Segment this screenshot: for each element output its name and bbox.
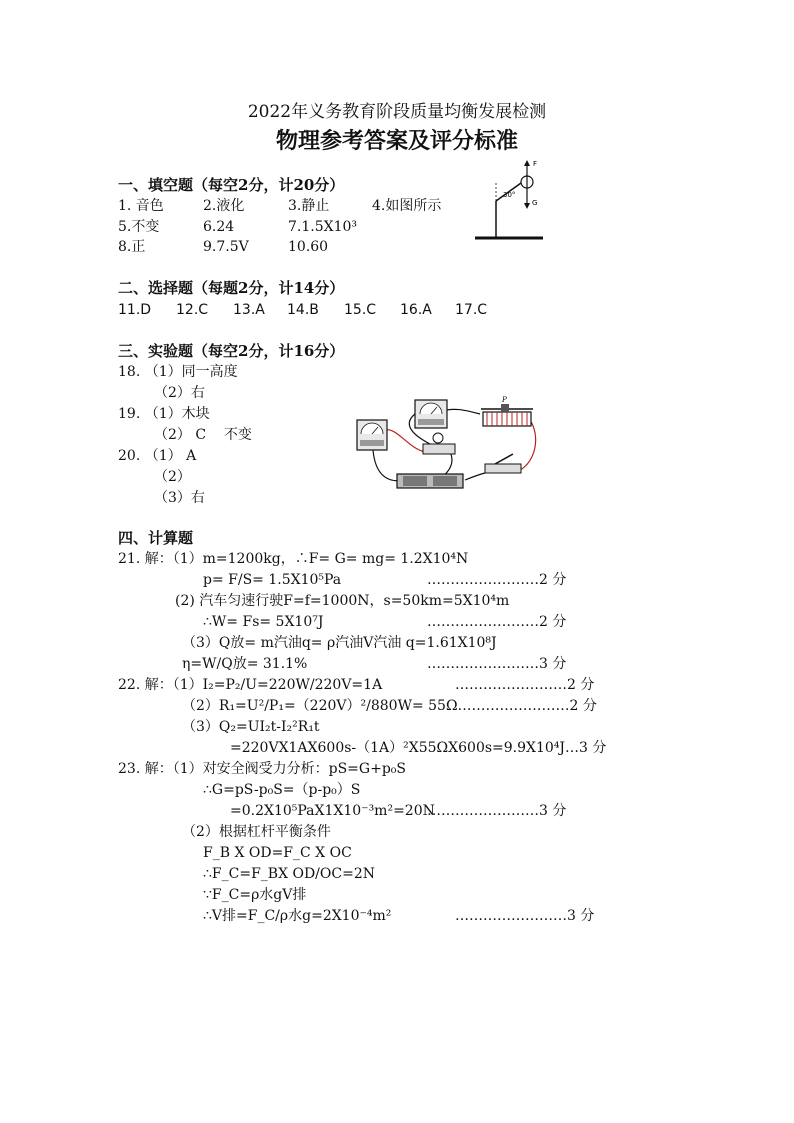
q21-score1: ……………………2 分 xyxy=(427,572,567,588)
answer-16: 16.A xyxy=(400,302,432,318)
section1-heading: 一、填空题（每空2分，计20分） xyxy=(118,176,345,194)
circuit-diagram xyxy=(345,392,540,494)
q23-line8: ∴V排=F_C/ρ水g=2X10⁻⁴m² xyxy=(203,908,392,924)
answer-18-2: （2）右 xyxy=(154,385,205,401)
q21-line4: ∴W= Fs= 5X10⁷J xyxy=(203,614,324,630)
q23-score1: ……………………3 分 xyxy=(427,803,567,819)
answer-15: 15.C xyxy=(344,302,377,318)
force-f-label: F xyxy=(533,160,538,168)
q23-line3: =0.2X10⁵PaX1X10⁻³m²=20N xyxy=(230,803,435,819)
wire xyxy=(520,420,536,470)
q23-line7: ∵F_C=ρ水gV排 xyxy=(203,887,307,903)
answer-20-2: （2） xyxy=(154,469,191,485)
answer-11: 11.D xyxy=(118,302,152,318)
answer-7: 7.1.5X10³ xyxy=(288,219,358,235)
ammeter xyxy=(415,400,447,428)
answer-4: 4.如图所示 xyxy=(372,198,442,214)
exam-title: 2022年义务教育阶段质量均衡发展检测 xyxy=(247,102,547,122)
answer-14: 14.B xyxy=(287,302,319,318)
answer-12: 12.C xyxy=(176,302,209,318)
force-g-arrowhead xyxy=(524,203,530,209)
answer-key-title: 物理参考答案及评分标准 xyxy=(275,128,518,154)
voltmeter xyxy=(357,420,387,450)
answer-9: 9.7.5V xyxy=(203,239,249,255)
answer-6: 6.24 xyxy=(203,219,235,235)
answer-2: 2.液化 xyxy=(203,198,245,214)
answer-3: 3.静止 xyxy=(288,198,330,214)
section2-heading: 二、选择题（每题2分，计14分） xyxy=(118,279,345,297)
force-g-label: G xyxy=(532,199,538,207)
q22-line4: =220VX1AX600s-（1A）²X55ΩX600s=9.9X10⁴J…3 分 xyxy=(230,740,607,756)
q22-line1: 22. 解：（1）I₂=P₂/U=220W/220V=1A xyxy=(118,677,383,693)
q21-line1: 21. 解：（1）m=1200kg，∴F= G= mg= 1.2X10⁴N xyxy=(118,551,469,567)
q23-line1: 23. 解：（1）对安全阀受力分析：pS=G+p₀S xyxy=(118,761,406,777)
q21-line6: η=W/Q放= 31.1% xyxy=(182,656,308,672)
q21-line5: （3）Q放= m汽油q= ρ汽油V汽油 q=1.61X10⁸J xyxy=(182,635,497,651)
answer-13: 13.A xyxy=(233,302,265,318)
answer-8: 8.正 xyxy=(118,239,146,255)
answer-1: 1. 音色 xyxy=(118,198,164,214)
q23-line6: ∴F_C=F_BX OD/OC=2N xyxy=(203,866,375,882)
rheostat xyxy=(481,396,533,426)
q23-line2: ∴G=pS-p₀S=（p-p₀）S xyxy=(203,782,361,798)
answer-10: 10.60 xyxy=(288,239,329,255)
angle-label: 30° xyxy=(503,191,516,199)
force-f-arrowhead xyxy=(524,160,530,166)
switch xyxy=(485,454,521,473)
q22-line2: （2）R₁=U²/P₁=（220V）²/880W= 55Ω……………………2 分 xyxy=(182,698,597,714)
slider-label: P xyxy=(502,396,507,404)
battery xyxy=(397,474,463,488)
q23-score2: ……………………3 分 xyxy=(455,908,595,924)
answer-20-3: （3）右 xyxy=(154,490,205,506)
q22-score1: ……………………2 分 xyxy=(455,677,595,693)
light-bulb xyxy=(423,433,455,454)
q23-line4: （2）根据杠杆平衡条件 xyxy=(182,824,331,840)
answer-19-2: （2） C 不变 xyxy=(154,427,252,443)
q21-score2: ……………………2 分 xyxy=(427,614,567,630)
q22-line3: （3）Q₂=UI₂t-I₂²R₁t xyxy=(182,719,320,735)
q21-score3: ……………………3 分 xyxy=(427,656,567,672)
answer-5: 5.不变 xyxy=(118,219,160,235)
answer-20-1: 20. （1） A xyxy=(118,448,197,464)
q21-line3: (2) 汽车匀速行驶F=f=1000N，s=50km=5X10⁴m xyxy=(175,593,510,609)
q21-line2: p= F/S= 1.5X10⁵Pa xyxy=(203,572,342,588)
answer-17: 17.C xyxy=(455,302,488,318)
force-diagram xyxy=(468,155,558,245)
answer-19-1: 19. （1）木块 xyxy=(118,406,210,422)
q23-line5: F_B X OD=F_C X OC xyxy=(203,845,352,861)
section4-heading: 四、计算题 xyxy=(118,529,194,547)
section3-heading: 三、实验题（每空2分，计16分） xyxy=(118,342,345,360)
answer-18-1: 18. （1）同一高度 xyxy=(118,364,238,380)
